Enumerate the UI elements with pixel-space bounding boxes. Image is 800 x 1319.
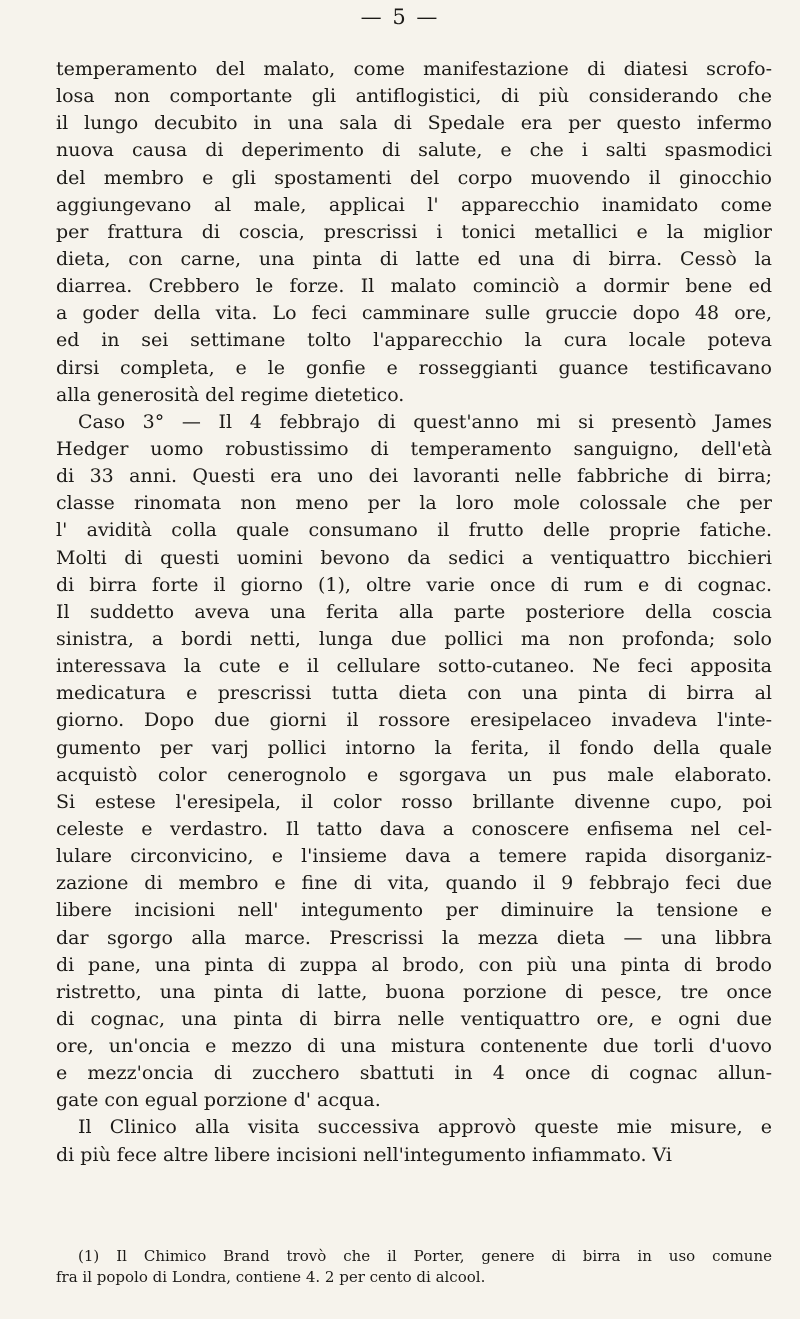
text-line: l' avidità colla quale consumano il frutto delle proprie fatiche. bbox=[56, 519, 772, 542]
text-line: lulare circonvicino, e l'insieme dava a temere rapida disorganiz- bbox=[56, 845, 772, 868]
text-line: celeste e verdastro. Il tatto dava a conoscere enfisema nel cel- bbox=[56, 817, 772, 840]
text-line: alla generosità del regime dietetico. bbox=[56, 383, 405, 406]
text-line: classe rinomata non meno per la loro mole colossale che per bbox=[56, 492, 772, 515]
body-text bbox=[56, 56, 772, 1169]
text-line: gate con egual porzione d' acqua. bbox=[56, 1089, 381, 1112]
text-line: diarrea. Crebbero le forze. Il malato cominciò a dormir bene ed bbox=[56, 275, 772, 298]
text-line: dieta, con carne, una pinta di latte ed una di birra. Cessò la bbox=[56, 247, 772, 270]
text-line: gumento per varj pollici intorno la ferita, il fondo della quale bbox=[56, 736, 772, 759]
footnote-line: (1) Il Chimico Brand trovò che il Porter, genere di birra in uso comune bbox=[78, 1247, 772, 1265]
text-line: Si estese l'eresipela, il color rosso brillante divenne cupo, poi bbox=[56, 790, 772, 813]
text-line: aggiungevano al male, applicai l' apparecchio inamidato come bbox=[56, 193, 772, 216]
text-line: interessava la cute e il cellulare sotto-cutaneo. Ne feci apposita bbox=[56, 655, 772, 678]
text-line: per frattura di coscia, prescrissi i tonici metallici e la miglior bbox=[56, 220, 772, 243]
text-line: di cognac, una pinta di birra nelle ventiquattro ore, e ogni due bbox=[56, 1007, 772, 1030]
text-line: zazione di membro e fine di vita, quando il 9 febbrajo feci due bbox=[56, 872, 772, 895]
text-line: di birra forte il giorno (1), oltre varie once di rum e di cognac. bbox=[56, 573, 772, 596]
text-line: ristretto, una pinta di latte, buona porzione di pesce, tre once bbox=[56, 980, 772, 1003]
text-line: dar sgorgo alla marce. Prescrissi la mezza dieta — una libbra bbox=[56, 926, 772, 949]
text-line: sinistra, a bordi netti, lunga due pollici ma non profonda; solo bbox=[56, 627, 772, 650]
text-line: Il suddetto aveva una ferita alla parte posteriore della coscia bbox=[56, 600, 772, 623]
footnote-block bbox=[56, 1246, 772, 1288]
text-line: di 33 anni. Questi era uno dei lavoranti nelle fabbriche di birra; bbox=[56, 465, 772, 488]
text-line: medicatura e prescrissi tutta dieta con una pinta di birra al bbox=[56, 682, 772, 705]
text-line: Molti di questi uomini bevono da sedici a ventiquattro bicchieri bbox=[56, 546, 772, 569]
text-line: acquistò color cenerognolo e sgorgava un pus male elaborato. bbox=[56, 763, 772, 786]
text-line: ore, un'oncia e mezzo di una mistura contenente due torli d'uovo bbox=[56, 1035, 772, 1058]
text-line: Il Clinico alla visita successiva approvò queste mie misure, e bbox=[78, 1116, 772, 1139]
text-line: dirsi completa, e le gonfie e rosseggianti guance testificavano bbox=[56, 356, 772, 379]
text-line: di pane, una pinta di zuppa al brodo, con più una pinta di brodo bbox=[56, 953, 772, 976]
text-line: losa non comportante gli antiflogistici, di più considerando che bbox=[56, 85, 772, 108]
text-line: di più fece altre libere incisioni nell'integumento infiammato. Vi bbox=[56, 1143, 672, 1166]
text-line: temperamento del malato, come manifestazione di diatesi scrofo- bbox=[56, 58, 772, 80]
footnote-line: fra il popolo di Londra, contiene 4. 2 per cento di alcool. bbox=[56, 1268, 486, 1286]
text-line: nuova causa di deperimento di salute, e che i salti spasmodici bbox=[56, 139, 772, 162]
page-number: — 5 — bbox=[360, 5, 440, 29]
text-line: Hedger uomo robustissimo di temperamento sanguigno, dell'età bbox=[56, 437, 772, 460]
text-line: Caso 3° — Il 4 febbrajo di quest'anno mi si presentò James bbox=[78, 410, 772, 433]
text-line: il lungo decubito in una sala di Spedale era per questo infermo bbox=[56, 112, 772, 135]
text-line: e mezz'oncia di zucchero sbattuti in 4 once di cognac allun- bbox=[56, 1062, 772, 1085]
text-line: giorno. Dopo due giorni il rossore eresipelaceo invadeva l'inte- bbox=[56, 709, 772, 732]
text-line: a goder della vita. Lo feci camminare sulle gruccie dopo 48 ore, bbox=[56, 302, 772, 325]
text-line: libere incisioni nell' integumento per diminuire la tensione e bbox=[56, 899, 772, 922]
text-line: ed in sei settimane tolto l'apparecchio la cura locale poteva bbox=[56, 329, 772, 352]
text-line: del membro e gli spostamenti del corpo muovendo il ginocchio bbox=[56, 166, 772, 189]
